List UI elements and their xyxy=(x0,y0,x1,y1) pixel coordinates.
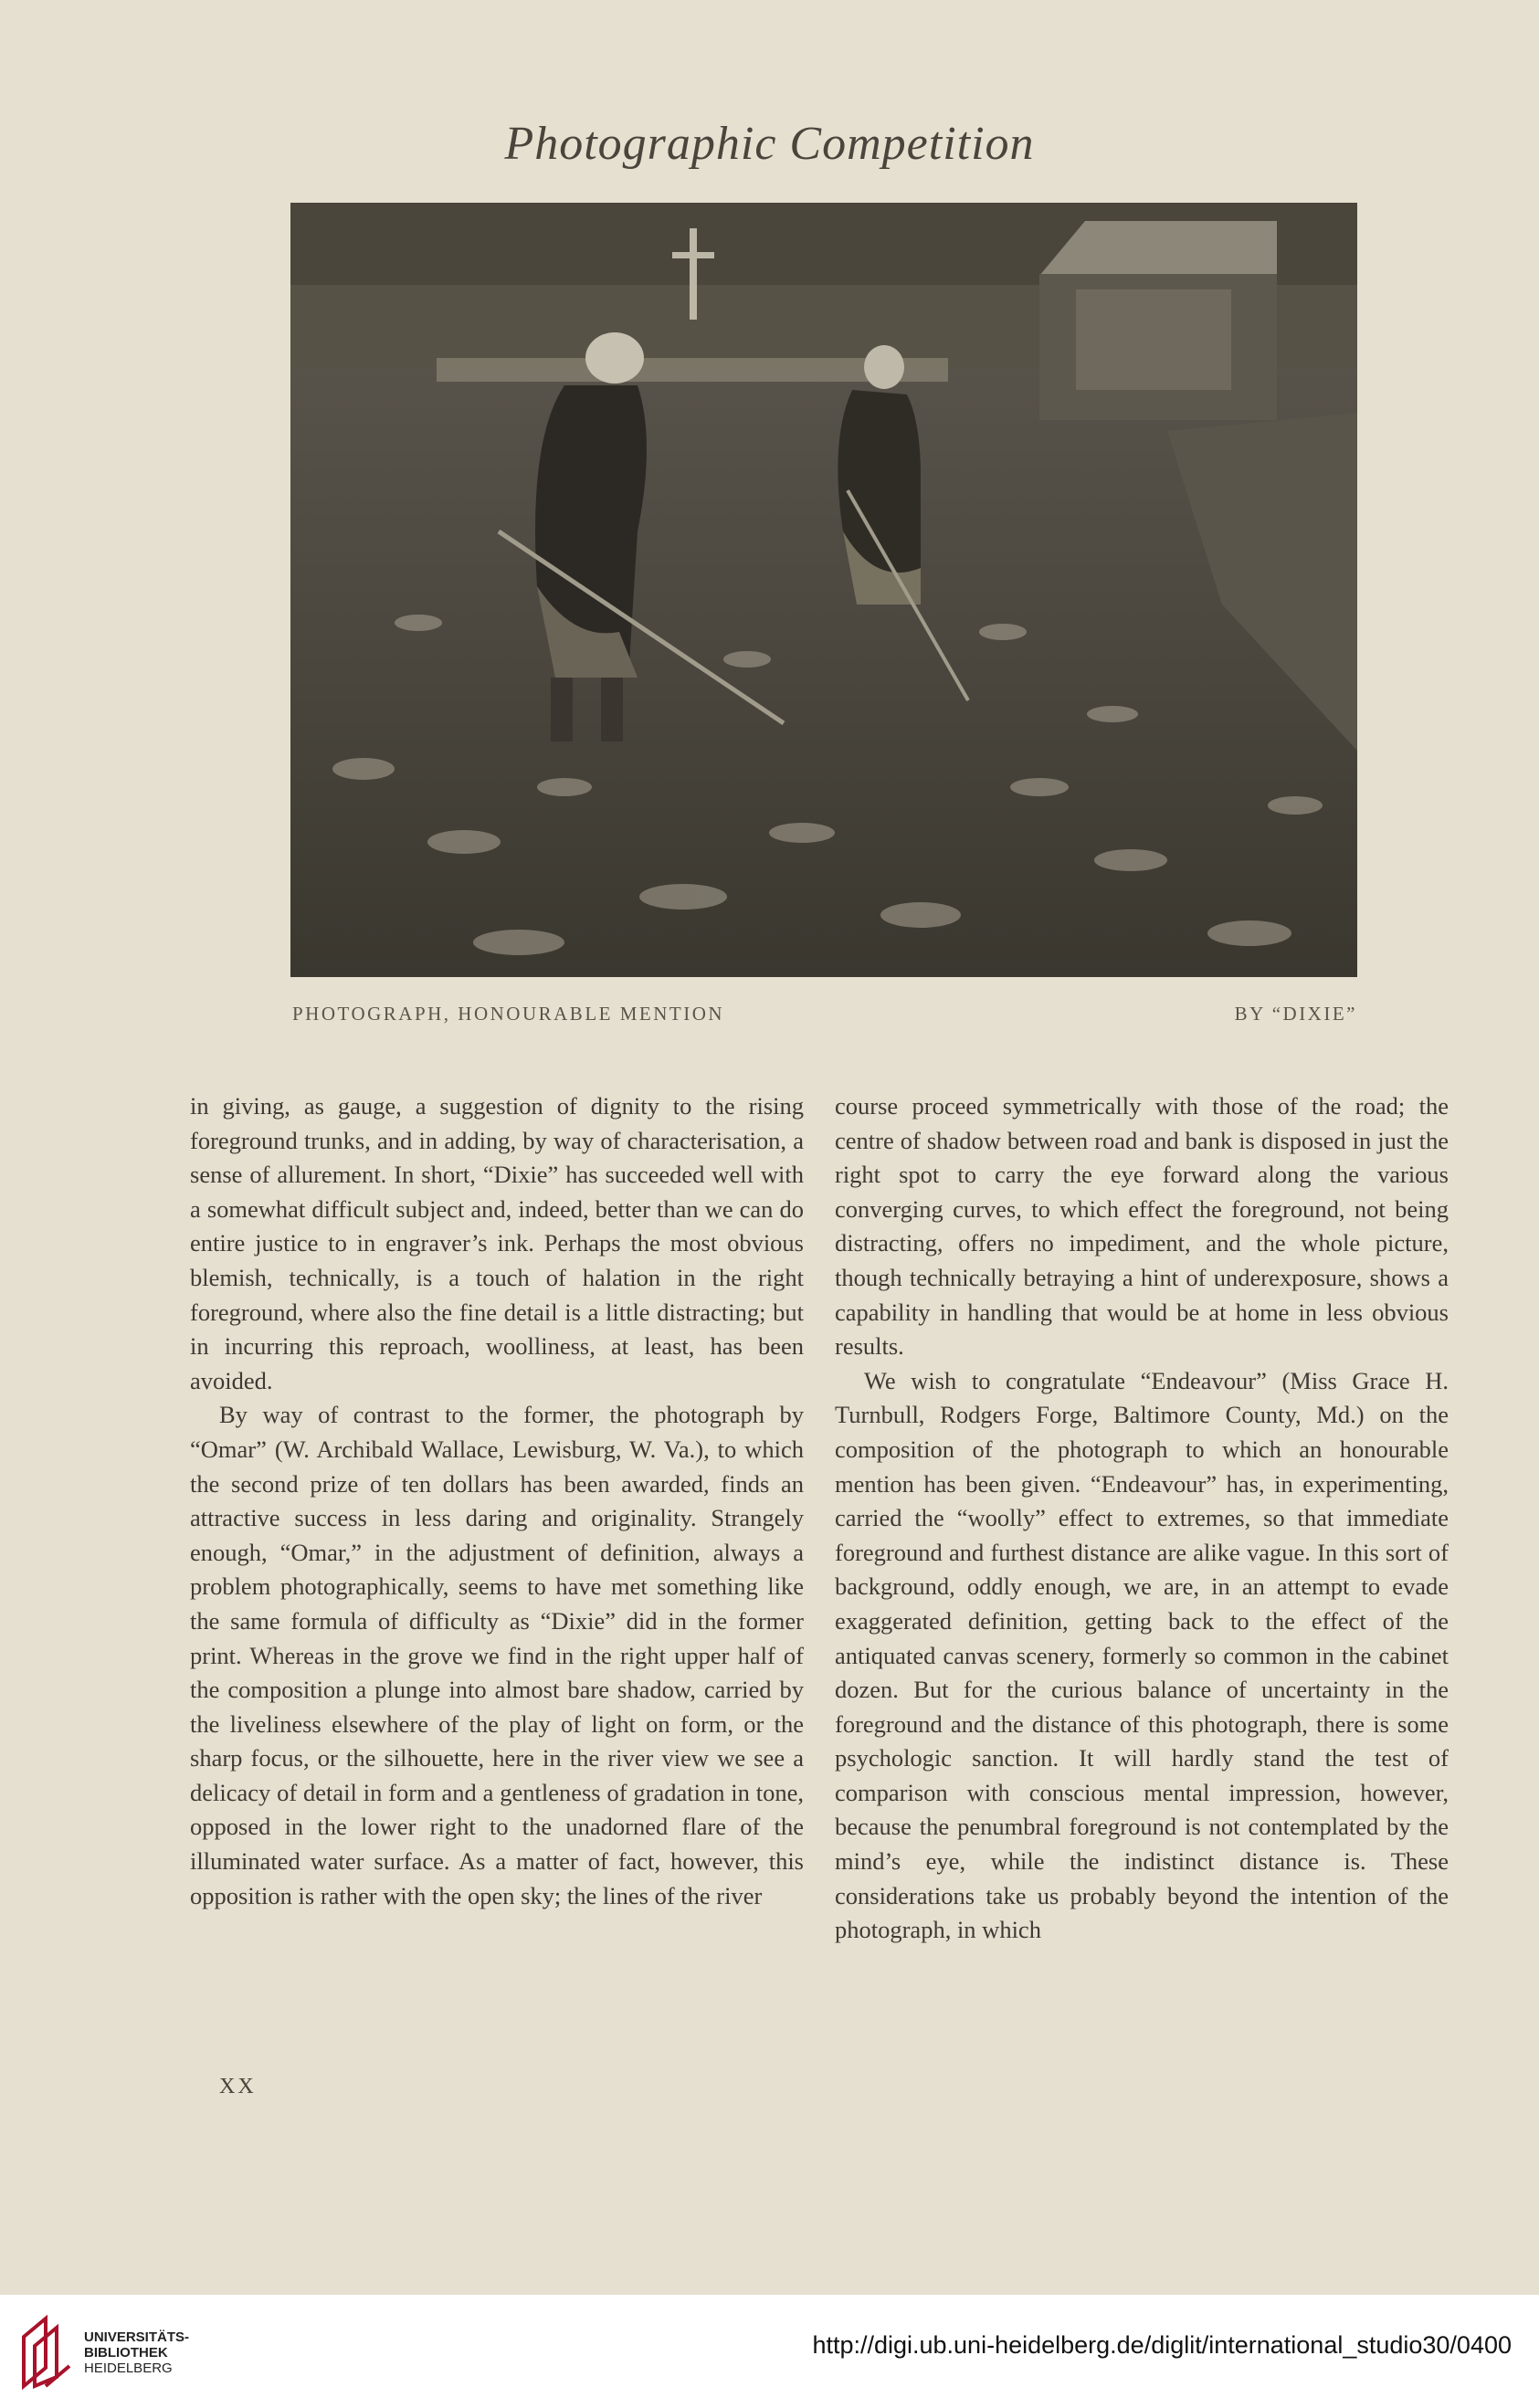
paragraph: in giving, as gauge, a suggestion of dignity to the rising foreground trunks, and in adding, by way of characterisation, a sense of allurement. In short, “Dixie” has succeeded well with a somewhat difficult subject and, indeed, better than we can do entire justice to in engraver’s ink. Perhaps the most obvious blemish, technically, is a touch of halation in the right foreground, where also the fine detail is a little distracting; but in incurring this reproach, woolliness, at least, has been avoided. xyxy=(190,1092,804,1394)
photo-field-workers-hoeing xyxy=(290,203,1357,977)
digitization-footer xyxy=(0,2295,1539,2408)
library-name-line: UNIVERSITÄTS- xyxy=(84,2329,190,2345)
photo-caption-left: PHOTOGRAPH, HONOURABLE MENTION xyxy=(292,1003,725,1025)
article-column-left xyxy=(190,1089,804,1913)
paragraph: We wish to congratulate “Endeavour” (Miss Grace H. Turnbull, Rodgers Forge, Baltimore County, Md.) on the composition of the photograph to which an honourable mention has been given. “Endeavour” has, in experimenting, carried the “woolly” effect to extremes, so that immediate foreground and furthest distance are alike vague. In this sort of background, oddly enough, we are, in an attempt to evade exaggerated definition, getting back to the effect of the antiquated canvas scenery, formerly so common in the cabinet dozen. But for the curious balance of uncertainty in the foreground and the distance of this photograph, there is some psychologic sanction. It will hardly stand the test of comparison with conscious mental impression, however, because the penumbral foreground is not contemplated by the mind’s eye, while the indistinct distance is. These considerations take us probably beyond the intention of the photograph, in which xyxy=(835,1366,1449,1944)
library-name-line: BIBLIOTHEK xyxy=(84,2345,168,2361)
library-name-line: HEIDELBERG xyxy=(84,2361,173,2376)
page-number: XX xyxy=(219,2075,257,2098)
paragraph: course proceed symmetrically with those of the road; the centre of shadow between road and bank is disposed in just the right spot to carry the eye forward along the various converging curves, to which effect the foreground, not being distracting, offers no impediment, and the whole picture, though technically betraying a hint of underexposure, shows a capability in handling that would be at home in less obvious results. xyxy=(835,1092,1449,1361)
library-name xyxy=(84,2329,189,2376)
photo-caption-credit: BY “DIXIE” xyxy=(1234,1003,1357,1025)
source-url-link[interactable]: http://digi.ub.uni-heidelberg.de/diglit/international_studio30/0400 xyxy=(812,2331,1512,2359)
article-column-right xyxy=(835,1089,1449,1948)
library-logo-icon xyxy=(18,2313,75,2390)
paragraph: By way of contrast to the former, the photograph by “Omar” (W. Archibald Wallace, Lewisburg, W. Va.), to which the second prize of ten dollars has been awarded, finds an attractive success in less daring and originality. Strangely enough, “Omar,” in the adjustment of definition, always a problem photographically, seems to have met something like the same formula of difficulty as “Dixie” did in the former print. Whereas in the grove we find in the right upper half of the composition a plunge into almost bare shadow, carried by the liveliness elsewhere of the play of light on form, or the sharp focus, or the silhouette, here in the river view we see a delicacy of detail in form and a gentleness of gradation in tone, opposed in the lower right to the unadorned flare of the illuminated water surface. As a matter of fact, however, this opposition is rather with the open sky; the lines of the river xyxy=(190,1401,804,1909)
page-title: Photographic Competition xyxy=(504,118,1035,170)
halftone-photograph xyxy=(290,203,1357,977)
